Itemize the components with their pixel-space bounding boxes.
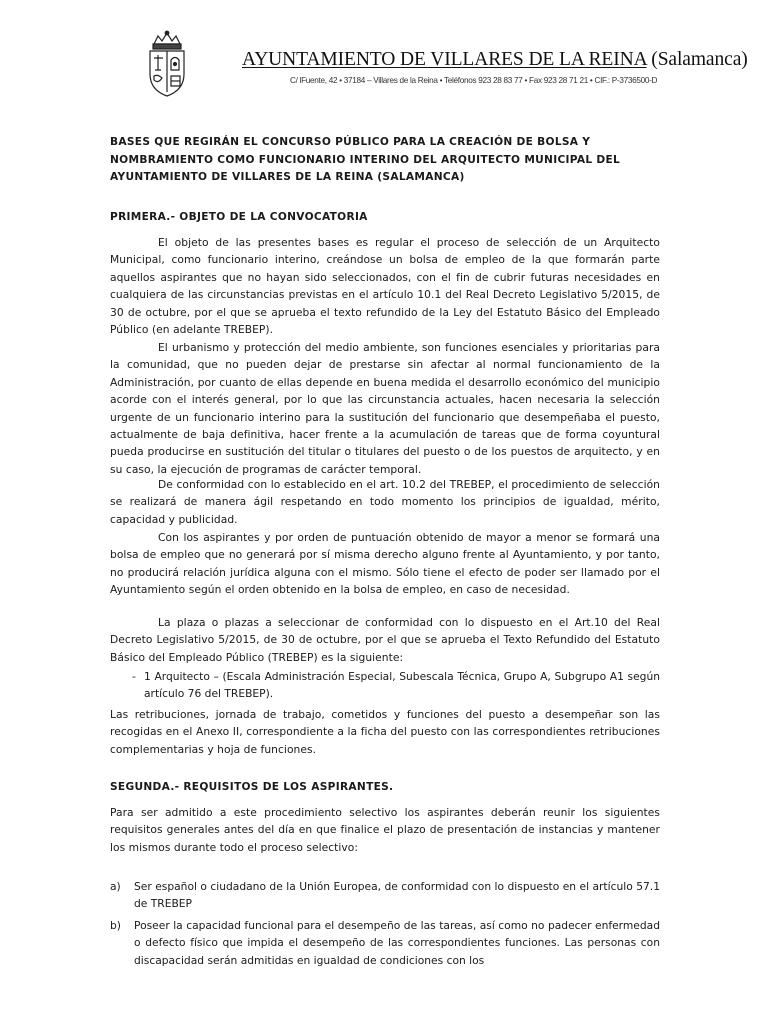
paragraph: Con los aspirantes y por orden de puntuación obtenido de mayor a menor se formará una bolsa de empleo que no generará por sí misma derecho alguno frente al Ayuntamiento, y por tanto, no producirá relación jurídica alguna con el mismo. Sólo tiene el efecto de poder ser llamado por el Ayuntamiento según el orden obtenido en la bolsa de empleo, en caso de necesidad.: [110, 531, 660, 597]
paragraph: La plaza o plazas a seleccionar de conformidad con lo dispuesto en el Art.10 del Real Decreto Legislativo 5/2015, de 30 de octubre, por el que se aprueba el Texto Refundido del Estatuto Básico del Empleado Público (TREBEP) es la siguiente:: [110, 616, 660, 664]
document-title: BASES QUE REGIRÁN EL CONCURSO PÚBLICO PARA LA CREACIÓN DE BOLSA Y NOMBRAMIENTO COMO FUNCIONARIO INTERINO DEL ARQUITECTO MUNICIPAL DEL AYUNTAMIENTO DE VILLARES DE LA REINA (SALAMANCA): [110, 136, 621, 183]
list-item-text: Ser español o ciudadano de la Unión Europea, de conformidad con lo dispuesto en el artículo 57.1 de TREBEP: [134, 880, 660, 911]
list-item-text: 1 Arquitecto – (Escala Administración Especial, Subescala Técnica, Grupo A, Subgrupo A1 según artículo 76 del TREBEP).: [144, 670, 660, 701]
list-item-marker: a): [110, 880, 121, 893]
municipal-coat-of-arms-icon: [144, 30, 190, 98]
list-item: [110, 878, 660, 913]
paragraph: Para ser admitido a este procedimiento selectivo los aspirantes deberán reunir los siguientes requisitos generales antes del día en que finalice el plazo de presentación de instancias y mantener los mismos durante todo el proceso selectivo:: [110, 806, 660, 854]
municipality-name: AYUNTAMIENTO DE VILLARES DE LA REINA: [242, 49, 647, 70]
section-heading-segunda: SEGUNDA.- REQUISITOS DE LOS ASPIRANTES.: [110, 781, 394, 793]
list-item-marker: b): [110, 919, 121, 932]
header-title: [242, 49, 748, 71]
paragraph: Las retribuciones, jornada de trabajo, cometidos y funciones del puesto a desempeñar son las recogidas en el Anexo II, correspondiente a la ficha del puesto con las correspondientes retribuciones complementarias y hoja de funciones.: [110, 708, 660, 756]
list-item-text: Poseer la capacidad funcional para el desempeño de las tareas, así como no padecer enfermedad o defecto físico que impida el desempeño de las correspondientes funciones. Las personas con discapacidad serán admitidas en igualdad de condiciones con los: [134, 919, 660, 967]
paragraph: De conformidad con lo establecido en el art. 10.2 del TREBEP, el procedimiento de selección se realizará de manera ágil respetando en todo momento los principios de igualdad, mérito, capacidad y publicidad.: [110, 478, 660, 526]
section-heading-primera: PRIMERA.- OBJETO DE LA CONVOCATORIA: [110, 211, 368, 223]
paragraph: El objeto de las presentes bases es regular el proceso de selección de un Arquitecto Municipal, como funcionario interino, creándose un bolsa de empleo de la que formarán parte aquellos aspirantes que no hayan sido seleccionados, con el fin de cubrir futuras necesidades en cualquiera de las circunstancias previstas en el artículo 10.1 del Real Decreto Legislativo 5/2015, de 30 de octubre, por el que se aprueba el texto refundido de la Ley del Estatuto Básico del Empleado Público (en adelante TREBEP).: [110, 236, 660, 337]
list-item: [110, 917, 660, 969]
list-item-marker: -: [132, 670, 136, 683]
paragraph: El urbanismo y protección del medio ambiente, son funciones esenciales y prioritarias para la comunidad, que no pueden dejar de prestarse sin afectar al normal funcionamiento de la Administración, por cuanto de ellas depende en buena medida el desarrollo económico del municipio acorde con el interés general, por lo que las circunstancia actuales, hacen necesaria la selección urgente de un funcionario interino para la sustitución del funcionario que desempeñaba el puesto, actualmente de baja definitiva, hacer frente a la acumulación de tareas que de forma coyuntural pueda producirse en sustitución del titular o titulares del puesto o de los puestos de arquitecto, y en su caso, la ejecución de programas de carácter temporal.: [110, 341, 660, 476]
list-item: [132, 668, 660, 703]
province-name: (Salamanca): [651, 49, 748, 70]
header-address: C/ lFuente, 42 • 37184 – Villares de la Reina • Teléfonos 923 28 83 77 • Fax 923 28 71 21 • CIF.: P-3736500-D: [290, 76, 658, 85]
